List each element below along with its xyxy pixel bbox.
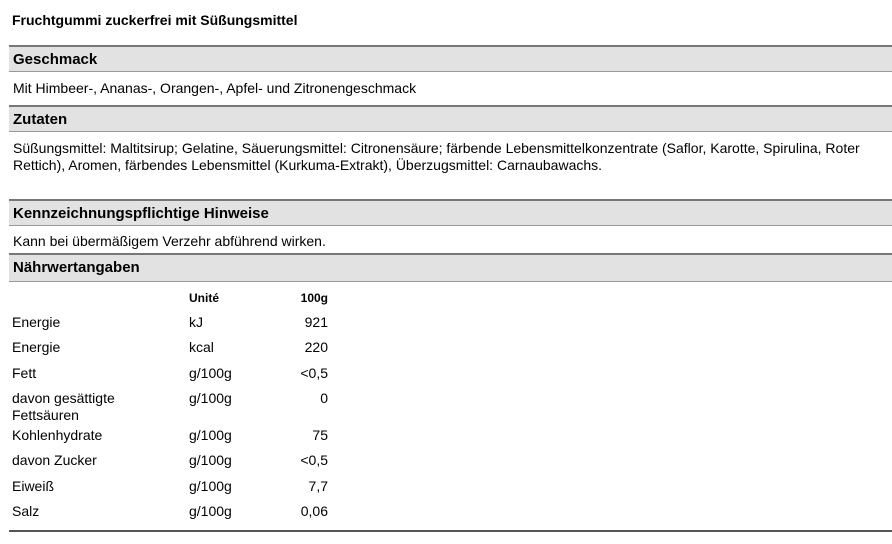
nutrient-value: 220 bbox=[304, 339, 328, 355]
nutrient-value: 921 bbox=[304, 314, 328, 330]
nutrient-name: Energie bbox=[12, 339, 61, 355]
nutrient-unit: g/100g bbox=[189, 503, 232, 519]
nutrient-value: 75 bbox=[312, 427, 328, 443]
nutrient-unit: kJ bbox=[189, 314, 203, 330]
zutaten-text: Süßungsmittel: Maltitsirup; Gelatine, Säuerungsmittel: Citronensäure; färbende Lebensmittelkonzentrate (Saflor, Karotte, Spirulina, Roter Rettich), Aromen, färbendes Lebensmittel (Kurkuma-Extrakt), Überzugsmittel: Carnaubawachs. bbox=[13, 140, 860, 173]
nutrient-name: Energie bbox=[12, 314, 61, 330]
nutrient-name: Salz bbox=[12, 503, 40, 519]
nutrient-name: davon gesättigte Fettsäuren bbox=[12, 390, 115, 423]
nutrient-name: Eiweiß bbox=[12, 478, 55, 494]
nutrient-unit: kcal bbox=[189, 339, 214, 355]
nutrient-unit: g/100g bbox=[189, 427, 232, 443]
nutrition-header-unit: Unité bbox=[189, 291, 219, 305]
section-header-zutaten: Zutaten bbox=[9, 105, 892, 132]
table-bottom-divider bbox=[9, 530, 892, 532]
hinweise-text: Kann bei übermäßigem Verzehr abführend wirken. bbox=[13, 233, 326, 249]
document-title: Fruchtgummi zuckerfrei mit Süßungsmittel bbox=[12, 12, 298, 28]
section-header-naehrwerte: Nährwertangaben bbox=[9, 253, 892, 282]
nutrient-unit: g/100g bbox=[189, 365, 232, 381]
nutrient-name: Kohlenhydrate bbox=[12, 427, 103, 443]
nutrient-name: Fett bbox=[12, 365, 37, 381]
nutrient-unit: g/100g bbox=[189, 478, 232, 494]
nutrient-value: <0,5 bbox=[300, 452, 328, 468]
nutrient-value: 0,06 bbox=[300, 503, 328, 519]
section-header-geschmack: Geschmack bbox=[9, 45, 892, 72]
nutrient-value: 0 bbox=[320, 390, 328, 406]
nutrient-value: 7,7 bbox=[308, 478, 328, 494]
section-header-hinweise: Kennzeichnungspflichtige Hinweise bbox=[9, 199, 892, 226]
geschmack-text: Mit Himbeer-, Ananas-, Orangen-, Apfel- und Zitronengeschmack bbox=[13, 80, 417, 96]
nutrient-value: <0,5 bbox=[300, 365, 328, 381]
nutrition-header-amount: 100g bbox=[300, 291, 328, 305]
nutrient-name: davon Zucker bbox=[12, 452, 97, 468]
nutrient-unit: g/100g bbox=[189, 390, 232, 406]
nutrient-unit: g/100g bbox=[189, 452, 232, 468]
